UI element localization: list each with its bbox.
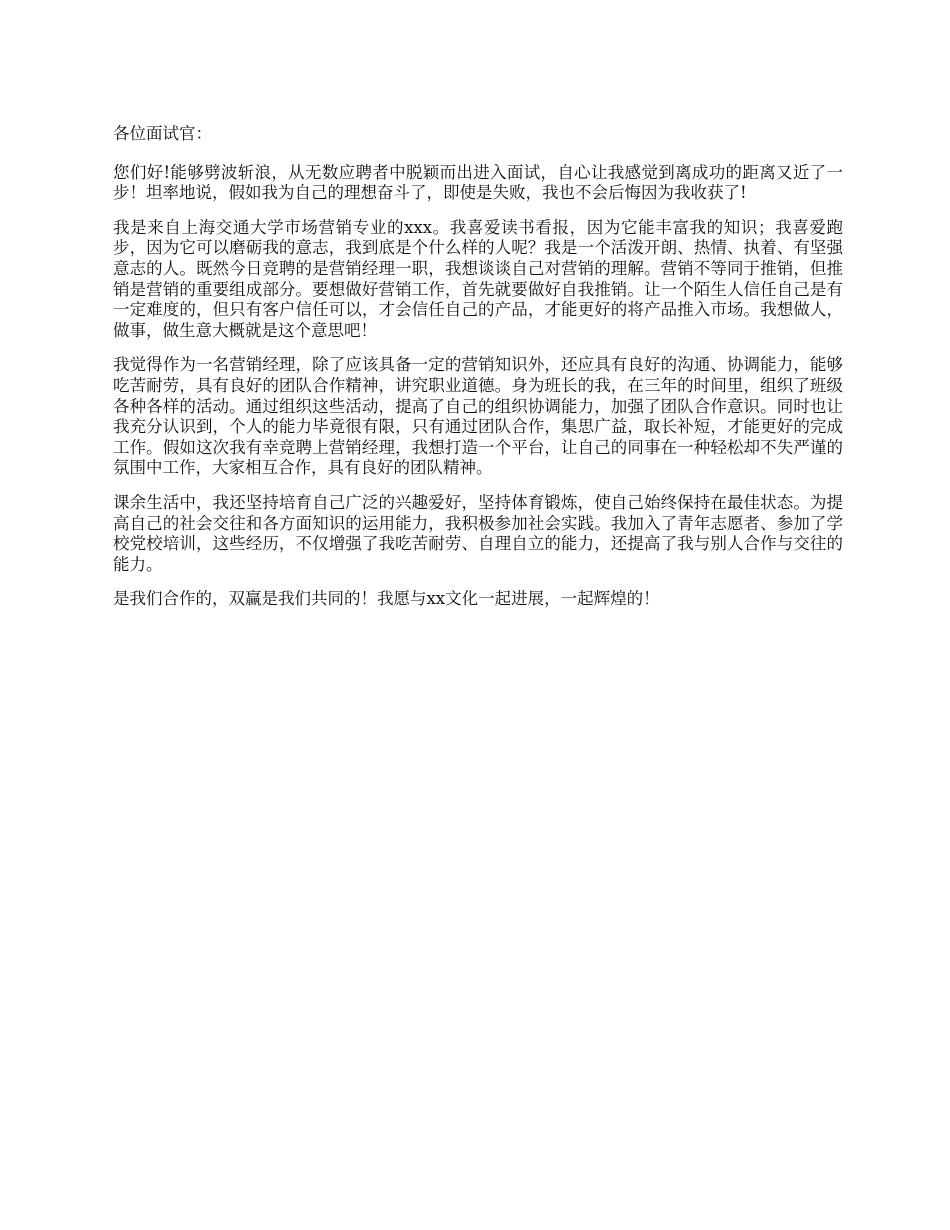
paragraph-management-view: 我觉得作为一名营销经理，除了应该具备一定的营销知识外，还应具有良好的沟通、协调能力，能够吃苦耐劳，具有良好的团队合作精神，讲究职业道德。身为班长的我，在三年的时间里，组织了班级各种各样的活动。通过组织这些活动，提高了自己的组织协调能力，加强了团队合作意识。同时也让我充分认识到，个人的能力毕竟很有限，只有通过团队合作，集思广益，取长补短，才能更好的完成工作。假如这次我有幸竞聘上营销经理，我想打造一个平台，让自己的同事在一种轻松却不失严谨的氛围中工作，大家相互合作，具有良好的团队精神。 bbox=[113, 355, 843, 478]
paragraph-extracurricular: 课余生活中，我还坚持培育自己广泛的兴趣爱好，坚持体育锻炼，使自己始终保持在最佳状态。为提高自己的社会交往和各方面知识的运用能力，我积极参加社会实践。我加入了青年志愿者、参加了学校党校培训，这些经历，不仅增强了我吃苦耐劳、自理自立的能力，还提高了我与别人合作与交往的能力。 bbox=[113, 492, 843, 574]
paragraph-closing: 是我们合作的，双赢是我们共同的！我愿与xx文化一起进展，一起辉煌的！ bbox=[113, 589, 660, 609]
paragraph-self-introduction: 我是来自上海交通大学市场营销专业的xxx。我喜爱读书看报，因为它能丰富我的知识；我喜爱跑步，因为它可以磨砺我的意志，我到底是个什么样的人呢？我是一个活泼开朗、热情、执着、有坚强意志的人。既然今日竞聘的是营销经理一职，我想谈谈自己对营销的理解。营销不等同于推销，但推销是营销的重要组成部分。要想做好营销工作，首先就要做好自我推销。让一个陌生人信任自己是有一定难度的，但只有客户信任可以，才会信任自己的产品，才能更好的将产品推入市场。我想做人，做事，做生意大概就是这个意思吧！ bbox=[113, 217, 843, 340]
document-body bbox=[113, 124, 843, 624]
greeting-line: 各位面试官： bbox=[113, 124, 212, 143]
paragraph-opening: 您们好!能够劈波斩浪，从无数应聘者中脱颖而出进入面试，自心让我感觉到离成功的距离又近了一步！坦率地说，假如我为自己的理想奋斗了，即使是失败，我也不会后悔因为我收获了! bbox=[113, 162, 843, 203]
